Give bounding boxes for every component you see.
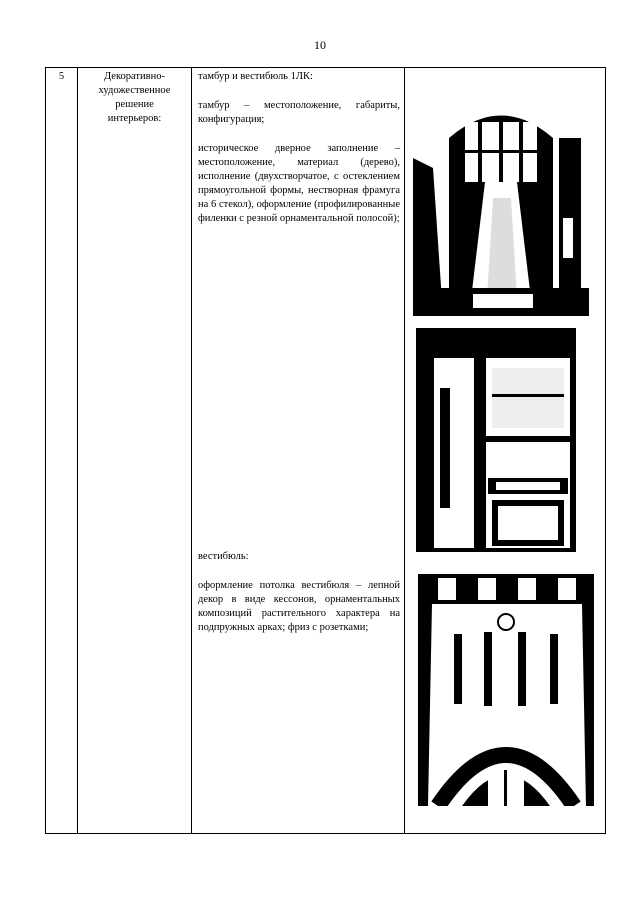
page-number: 10 xyxy=(314,38,326,52)
description-block-2 xyxy=(198,550,400,635)
row-number: 5 xyxy=(58,71,65,82)
column-divider xyxy=(77,68,78,833)
row-title-line: художественное xyxy=(98,85,171,96)
block1-heading: тамбур и вестибюль 1ЛК: xyxy=(198,71,313,82)
door-panel-photo xyxy=(416,328,592,568)
block1-item1: тамбур – местоположение, габариты, конфигурация; xyxy=(198,100,400,125)
description-block-1 xyxy=(198,70,400,226)
ceiling-decor-photo xyxy=(418,574,594,806)
row-title-line: решение xyxy=(115,99,154,110)
column-divider xyxy=(404,68,405,833)
row-title-line: интерьеров: xyxy=(107,113,162,124)
column-divider xyxy=(191,68,192,833)
features-table xyxy=(45,67,606,834)
block2-heading: вестибюль: xyxy=(198,551,249,562)
vestibule-door-photo xyxy=(413,98,589,316)
vestibule-door-image xyxy=(413,98,589,316)
row-title xyxy=(78,70,191,126)
door-panel-image xyxy=(416,328,592,568)
ceiling-decor-image xyxy=(418,574,594,806)
row-title-line: Декоративно- xyxy=(104,71,165,82)
block2-item1: оформление потолка вестибюля – лепной декор в виде кессонов, орнаментальных композиций растительного характера на подпружных арках; фриз с розетками; xyxy=(198,580,400,633)
block1-item2: историческое дверное заполнение – местоположение, материал (дерево), исполнение (двухстворчатое, с остеклением прямоугольной формы, нестворная фрамуга на 6 стекол), оформление (профилированные филенки с резной орнаментальной полосой); xyxy=(198,143,400,224)
